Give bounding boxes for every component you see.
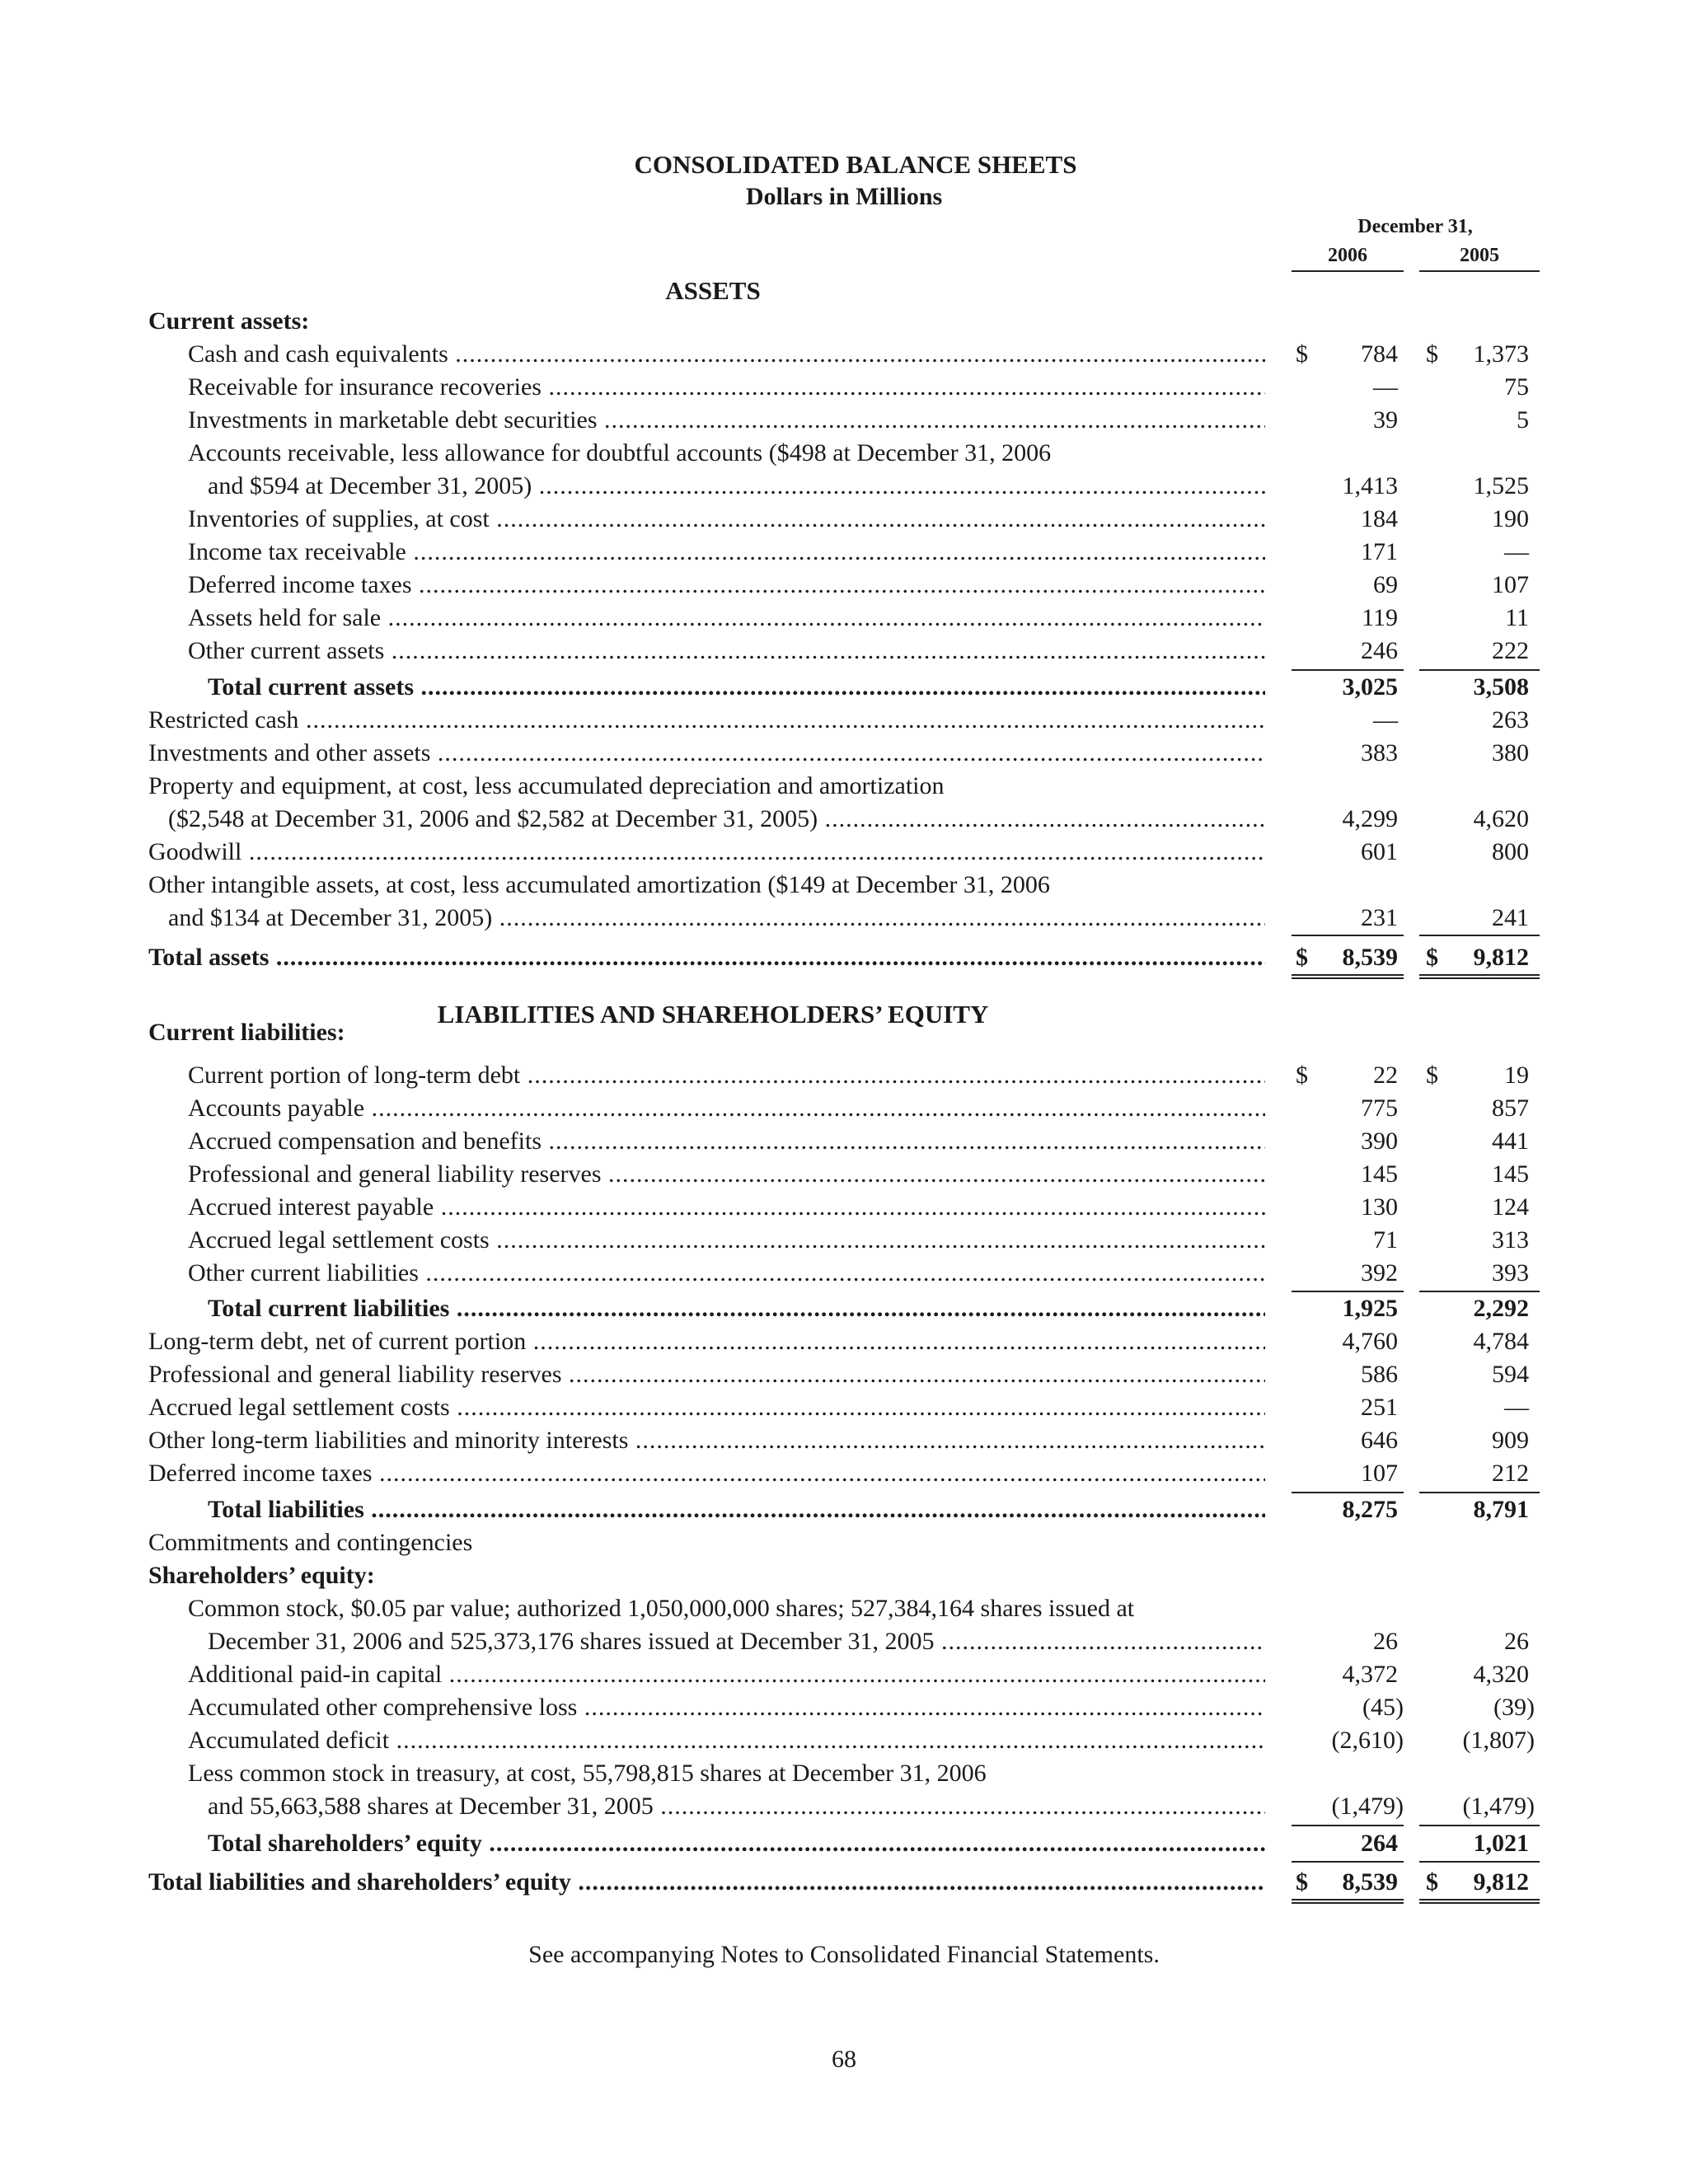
value-2005: 26 <box>1504 1628 1529 1655</box>
row-label: Current assets: <box>148 307 310 335</box>
value-2006: 392 <box>1361 1259 1398 1286</box>
value-2006: 4,760 <box>1342 1328 1398 1355</box>
row-label: Other intangible assets, at cost, less accumulated amortization ($149 at December 31, 2006 <box>148 871 1050 898</box>
value-2005: 145 <box>1492 1160 1529 1188</box>
value-2006: 3,025 <box>1342 673 1398 701</box>
value-2006: (45) <box>1362 1694 1404 1721</box>
total-rule <box>1292 935 1404 936</box>
row-restricted <box>0 704 1688 737</box>
total-rule <box>1292 1825 1404 1826</box>
value-2006: 22 <box>1373 1062 1398 1089</box>
row-label: Accumulated other comprehensive loss ..... <box>188 1691 1265 1724</box>
year-header-2005: 2005 <box>1419 245 1540 272</box>
row-label: Goodwill ..... <box>148 836 1265 869</box>
row-label: and 55,663,588 shares at December 31, 2005 ..... <box>208 1790 1265 1823</box>
dollar-sign-2005: $ <box>1426 1062 1438 1089</box>
row-def-tax-a <box>0 569 1688 602</box>
value-2005: 9,812 <box>1473 944 1529 971</box>
row-label: Total current assets ..... <box>208 671 1265 704</box>
row-label: Inventories of supplies, at cost ..... <box>188 503 1265 536</box>
row-other-lt <box>0 1424 1688 1457</box>
value-2006: 171 <box>1361 538 1398 565</box>
value-2005: 124 <box>1492 1193 1529 1221</box>
row-aoci <box>0 1691 1688 1724</box>
row-other-ca <box>0 635 1688 668</box>
row-label: Accrued interest payable ..... <box>188 1191 1265 1224</box>
total-rule <box>1419 935 1540 936</box>
value-2005: 263 <box>1492 706 1529 733</box>
row-def-tax-l <box>0 1457 1688 1490</box>
value-2006: 264 <box>1361 1830 1398 1857</box>
value-2006: 784 <box>1361 340 1398 368</box>
value-2006: 4,299 <box>1342 805 1398 832</box>
dollar-sign-2005: $ <box>1426 340 1438 368</box>
dollar-sign-2006: $ <box>1296 340 1308 368</box>
value-2006: — <box>1373 706 1398 733</box>
row-label: Total current liabilities ..... <box>208 1292 1265 1325</box>
row-total-ca <box>0 671 1688 704</box>
value-2005: (1,479) <box>1462 1793 1535 1820</box>
double-underline <box>1292 974 1404 979</box>
total-rule <box>1419 669 1540 671</box>
row-legal-lt <box>0 1391 1688 1424</box>
row-label: Other current assets ..... <box>188 635 1265 668</box>
value-2005: 1,021 <box>1473 1830 1529 1857</box>
total-rule <box>1292 1291 1404 1292</box>
row-ltd <box>0 1325 1688 1358</box>
row-held-sale <box>0 602 1688 635</box>
row-label: Investments in marketable debt securities ..... <box>188 404 1265 437</box>
row-label: Total shareholders’ equity ..... <box>208 1827 1265 1860</box>
value-2006: 775 <box>1361 1094 1398 1122</box>
total-rule <box>1419 1492 1540 1493</box>
page-number: 68 <box>832 2046 856 2073</box>
row-label: Common stock, $0.05 par value; authorized 1,050,000,000 shares; 527,384,164 shares issued at <box>188 1595 1135 1622</box>
value-2006: 251 <box>1361 1394 1398 1421</box>
row-label: Accumulated deficit ..... <box>188 1724 1265 1757</box>
value-2005: 212 <box>1492 1460 1529 1487</box>
row-intang-1 <box>0 869 1688 902</box>
row-ar-1 <box>0 437 1688 470</box>
row-intang-2 <box>0 902 1688 935</box>
row-commitments <box>0 1526 1688 1559</box>
row-other-cl <box>0 1257 1688 1290</box>
row-label: Professional and general liability reserves ..... <box>188 1158 1265 1191</box>
row-label: Property and equipment, at cost, less accumulated depreciation and amortization <box>148 772 945 799</box>
dollar-sign-2005: $ <box>1426 1868 1438 1896</box>
value-2006: 586 <box>1361 1361 1398 1388</box>
value-2006: 1,413 <box>1342 472 1398 499</box>
row-current-assets-hdr <box>0 305 1688 338</box>
value-2005: 107 <box>1492 571 1529 598</box>
row-label: and $594 at December 31, 2005) ..... <box>208 470 1265 503</box>
page-title: CONSOLIDATED BALANCE SHEETS <box>634 150 1077 179</box>
value-2006: 145 <box>1361 1160 1398 1188</box>
value-2005: 909 <box>1492 1427 1529 1454</box>
period-label: December 31, <box>1357 216 1473 237</box>
dollar-sign-2005: $ <box>1426 944 1438 971</box>
value-2006: 231 <box>1361 904 1398 931</box>
value-2005: 2,292 <box>1473 1295 1529 1322</box>
row-label: Income tax receivable ..... <box>188 536 1265 569</box>
row-legal-cur <box>0 1224 1688 1257</box>
total-rule <box>1292 1492 1404 1493</box>
value-2005: — <box>1504 1394 1529 1421</box>
row-inv-debt <box>0 404 1688 437</box>
value-2006: 390 <box>1361 1127 1398 1155</box>
row-label: Current portion of long-term debt ..... <box>188 1059 1265 1092</box>
value-2005: (39) <box>1493 1694 1535 1721</box>
double-underline <box>1292 1899 1404 1904</box>
double-underline <box>1419 1899 1540 1904</box>
value-2005: 393 <box>1492 1259 1529 1286</box>
section-heading-assets: ASSETS <box>665 276 761 305</box>
row-label: Professional and general liability reserves ..... <box>148 1358 1265 1391</box>
row-label: Shareholders’ equity: <box>148 1562 375 1589</box>
row-inv-other <box>0 737 1688 770</box>
row-inventories <box>0 503 1688 536</box>
row-total-cl <box>0 1292 1688 1325</box>
value-2006: 4,372 <box>1342 1661 1398 1688</box>
row-label: Accrued legal settlement costs ..... <box>188 1224 1265 1257</box>
row-label: Accounts receivable, less allowance for doubtful accounts ($498 at December 31, 2006 <box>188 439 1052 466</box>
row-label: Restricted cash ..... <box>148 704 1265 737</box>
row-ar-2 <box>0 470 1688 503</box>
value-2006: 39 <box>1373 406 1398 434</box>
row-cash <box>0 338 1688 371</box>
page-subtitle: Dollars in Millions <box>745 183 943 210</box>
section-heading-liabilities: LIABILITIES AND SHAREHOLDERS’ EQUITY <box>437 1000 989 1029</box>
row-common-2 <box>0 1625 1688 1658</box>
row-goodwill <box>0 836 1688 869</box>
value-2005: (1,807) <box>1462 1727 1535 1754</box>
row-label: Long-term debt, net of current portion ..... <box>148 1325 1265 1358</box>
row-treasury-1 <box>0 1757 1688 1790</box>
value-2005: 594 <box>1492 1361 1529 1388</box>
row-tax-recv <box>0 536 1688 569</box>
dollar-sign-2006: $ <box>1296 1868 1308 1896</box>
value-2005: 4,620 <box>1473 805 1529 832</box>
row-label: Accrued compensation and benefits ..... <box>188 1125 1265 1158</box>
row-label: Total liabilities and shareholders’ equity ..... <box>148 1866 1265 1899</box>
value-2006: 8,275 <box>1342 1496 1398 1523</box>
row-common-1 <box>0 1592 1688 1625</box>
row-current-liab-hdr <box>0 1016 1688 1049</box>
value-2005: 190 <box>1492 505 1529 532</box>
row-total-equity <box>0 1827 1688 1860</box>
row-total-le <box>0 1866 1688 1899</box>
value-2005: 19 <box>1504 1062 1529 1089</box>
row-label: Cash and cash equivalents ..... <box>188 338 1265 371</box>
value-2006: 184 <box>1361 505 1398 532</box>
row-label: Accounts payable ..... <box>188 1092 1265 1125</box>
value-2006: 8,539 <box>1342 1868 1398 1896</box>
value-2006: 71 <box>1373 1226 1398 1254</box>
row-ins-recov <box>0 371 1688 404</box>
row-label: Accrued legal settlement costs ..... <box>148 1391 1265 1424</box>
row-label: December 31, 2006 and 525,373,176 shares issued at December 31, 2005 ..... <box>208 1625 1265 1658</box>
value-2005: 8,791 <box>1473 1496 1529 1523</box>
value-2006: 601 <box>1361 838 1398 865</box>
row-treasury-2 <box>0 1790 1688 1823</box>
double-underline <box>1419 974 1540 979</box>
year-header-2006: 2006 <box>1292 245 1404 272</box>
value-2006: (1,479) <box>1331 1793 1404 1820</box>
row-equity-hdr <box>0 1559 1688 1592</box>
row-ppe-2 <box>0 803 1688 836</box>
total-rule <box>1419 1861 1540 1863</box>
value-2006: 119 <box>1362 604 1398 631</box>
value-2006: 1,925 <box>1342 1295 1398 1322</box>
row-interest <box>0 1191 1688 1224</box>
row-total-assets <box>0 941 1688 974</box>
value-2005: 75 <box>1504 373 1529 401</box>
value-2005: 5 <box>1517 406 1529 434</box>
value-2005: 380 <box>1492 739 1529 766</box>
value-2005: 4,784 <box>1473 1328 1529 1355</box>
row-cur-ltd <box>0 1059 1688 1092</box>
row-label: ($2,548 at December 31, 2006 and $2,582 at December 31, 2005) ..... <box>168 803 1265 836</box>
value-2006: 26 <box>1373 1628 1398 1655</box>
dollar-sign-2006: $ <box>1296 1062 1308 1089</box>
value-2005: 9,812 <box>1473 1868 1529 1896</box>
row-label: Receivable for insurance recoveries ..... <box>188 371 1265 404</box>
row-label: Total liabilities ..... <box>208 1493 1265 1526</box>
row-label: Assets held for sale ..... <box>188 602 1265 635</box>
row-label: and $134 at December 31, 2005) ..... <box>168 902 1265 935</box>
value-2005: 241 <box>1492 904 1529 931</box>
total-rule <box>1419 1825 1540 1826</box>
value-2006: — <box>1373 373 1398 401</box>
row-label: Total assets ..... <box>148 941 1265 974</box>
row-label: Additional paid-in capital ..... <box>188 1658 1265 1691</box>
value-2005: 313 <box>1492 1226 1529 1254</box>
row-label: Other current liabilities ..... <box>188 1257 1265 1290</box>
footnote: See accompanying Notes to Consolidated Financial Statements. <box>528 1941 1160 1968</box>
value-2005: 11 <box>1505 604 1529 631</box>
value-2006: 8,539 <box>1342 944 1398 971</box>
dollar-sign-2006: $ <box>1296 944 1308 971</box>
total-rule <box>1292 1861 1404 1863</box>
value-2006: 69 <box>1373 571 1398 598</box>
value-2005: 1,373 <box>1473 340 1529 368</box>
row-label: Current liabilities: <box>148 1019 345 1046</box>
value-2005: 800 <box>1492 838 1529 865</box>
row-label: Deferred income taxes ..... <box>188 569 1265 602</box>
row-label: Less common stock in treasury, at cost, 55,798,815 shares at December 31, 2006 <box>188 1760 987 1787</box>
value-2006: 246 <box>1361 637 1398 664</box>
value-2005: 222 <box>1492 637 1529 664</box>
value-2006: (2,610) <box>1331 1727 1404 1754</box>
value-2006: 130 <box>1361 1193 1398 1221</box>
value-2005: — <box>1504 538 1529 565</box>
row-ppe-1 <box>0 770 1688 803</box>
row-label: Other long-term liabilities and minority interests ..... <box>148 1424 1265 1457</box>
row-ap <box>0 1092 1688 1125</box>
row-comp <box>0 1125 1688 1158</box>
value-2006: 383 <box>1361 739 1398 766</box>
value-2006: 107 <box>1361 1460 1398 1487</box>
value-2005: 441 <box>1492 1127 1529 1155</box>
row-deficit <box>0 1724 1688 1757</box>
value-2006: 646 <box>1361 1427 1398 1454</box>
row-prof-cur <box>0 1158 1688 1191</box>
row-apic <box>0 1658 1688 1691</box>
row-label: Investments and other assets ..... <box>148 737 1265 770</box>
value-2005: 4,320 <box>1473 1661 1529 1688</box>
row-label: Commitments and contingencies <box>148 1529 473 1556</box>
value-2005: 3,508 <box>1473 673 1529 701</box>
row-prof-lt <box>0 1358 1688 1391</box>
value-2005: 857 <box>1492 1094 1529 1122</box>
row-total-liab <box>0 1493 1688 1526</box>
total-rule <box>1292 669 1404 671</box>
value-2005: 1,525 <box>1473 472 1529 499</box>
row-label: Deferred income taxes ..... <box>148 1457 1265 1490</box>
total-rule <box>1419 1291 1540 1292</box>
